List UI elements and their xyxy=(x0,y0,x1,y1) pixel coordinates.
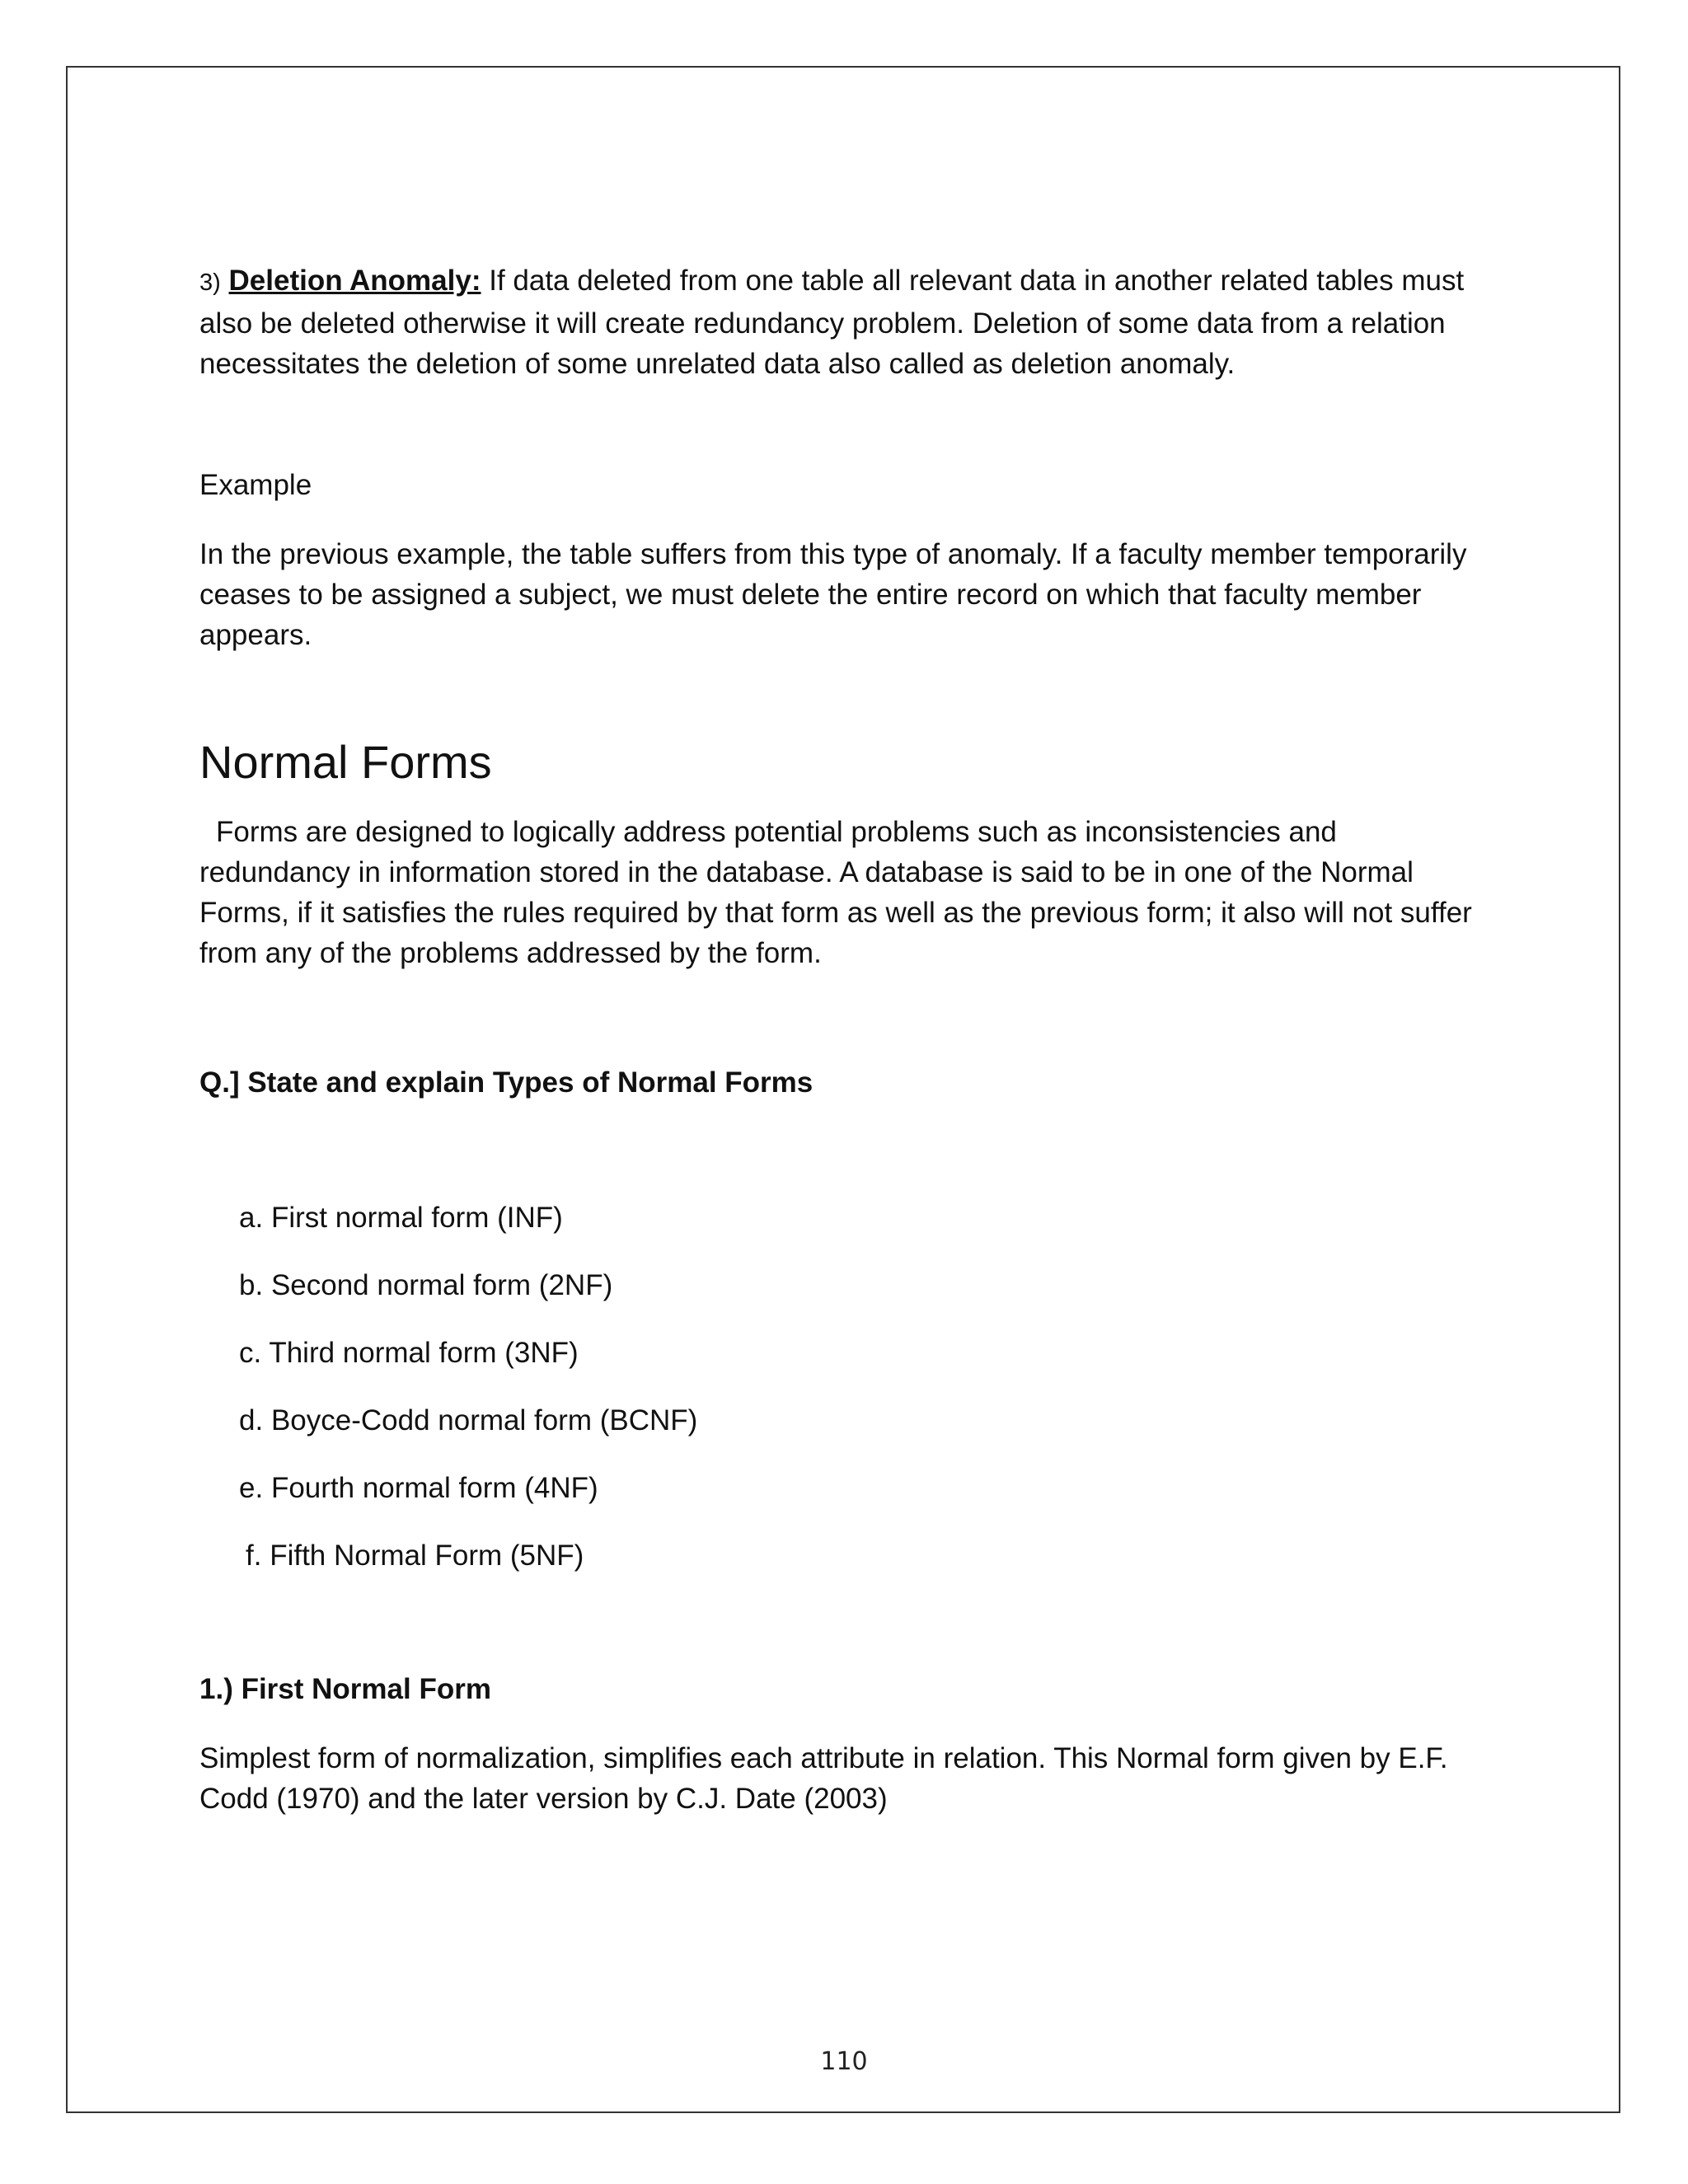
page-number: 110 xyxy=(820,2047,868,2076)
example-label: Example xyxy=(199,469,312,501)
question-heading: Q.] State and explain Types of Normal Forms xyxy=(199,1066,814,1099)
deletion-anomaly-text: If data deleted from one table all relevant data in another related tables must also be deleted otherwise it will create redundancy problem. Deletion of some data from a relation necessitates the deletion of some unrelated data also called as deletion anomaly. xyxy=(199,265,1465,380)
example-text: In the previous example, the table suffers from this type of anomaly. If a faculty member temporarily ceases to be assigned a subject, we must delete the entire record on which that faculty member appears. xyxy=(199,538,1467,651)
page-content xyxy=(199,260,1485,1819)
normal-forms-text: Forms are designed to logically address potential problems such as inconsistencies and redundancy in information stored in the database. A database is said to be in one of the Normal Forms, if it satisfies the rules required by that form as well as the previous form; it also will not suffer from any of the problems addressed by the form. xyxy=(199,816,1472,969)
list-item: d. Boyce-Codd normal form (BCNF) xyxy=(239,1404,698,1436)
list-item: b. Second normal form (2NF) xyxy=(239,1269,613,1301)
deletion-anomaly-paragraph xyxy=(199,260,1485,384)
normal-form-types-list xyxy=(199,1197,1485,1603)
list-item: f. Fifth Normal Form (5NF) xyxy=(246,1540,584,1572)
item-number: 3) xyxy=(199,269,221,296)
list-item: c. Third normal form (3NF) xyxy=(239,1337,579,1369)
list-item: a. First normal form (INF) xyxy=(239,1202,563,1234)
first-normal-form-heading: 1.) First Normal Form xyxy=(199,1673,491,1705)
first-normal-form-text: Simplest form of normalization, simplifies each attribute in relation. This Normal form given by E.F. Codd (1970) and the later version by C.J. Date (2003) xyxy=(199,1742,1448,1815)
normal-forms-heading: Normal Forms xyxy=(199,736,492,788)
list-item: e. Fourth normal form (4NF) xyxy=(239,1472,598,1504)
deletion-anomaly-term: Deletion Anomaly: xyxy=(228,265,481,297)
